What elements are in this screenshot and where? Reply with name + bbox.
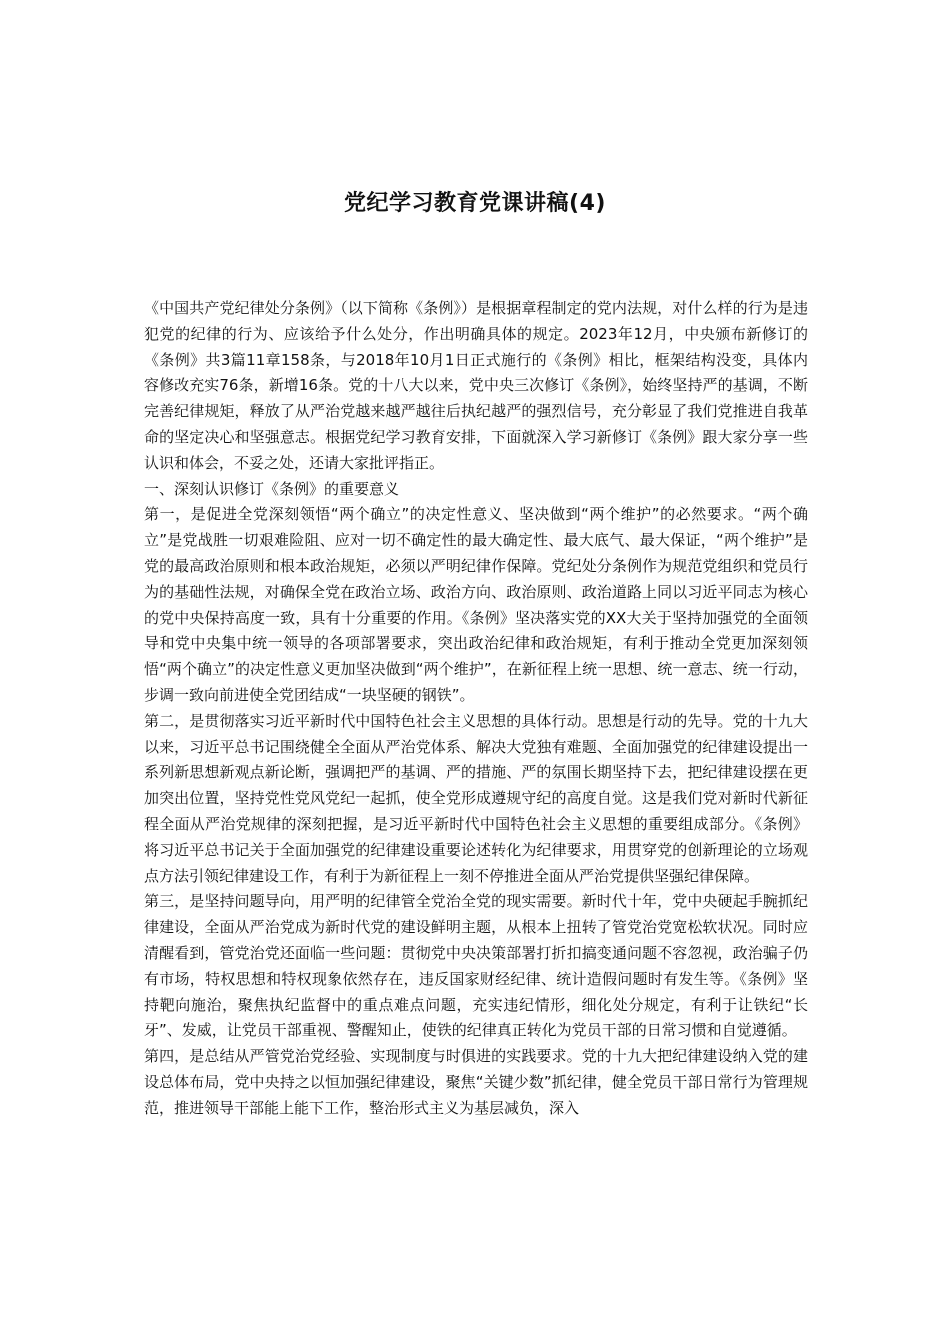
paragraph-first: 第一，是促进全党深刻领悟“两个确立”的决定性意义、坚决做到“两个维护”的必然要求。“两个确立”是党战胜一切艰难险阻、应对一切不确定性的最大确定性、最大底气、最大保证，“两个维护”是党的最高政治原则和根本政治规矩，必须以严明纪律作保障。党纪处分条例作为规范党组织和党员行为的基础性法规，对确保全党在政治立场、政治方向、政治原则、政治道路上同以习近平同志为核心的党中央保持高度一致，具有十分重要的作用。《条例》坚决落实党的XX大关于坚持加强党的全面领导和党中央集中统一领导的各项部署要求，突出政治纪律和政治规矩，有利于推动全党更加深刻领悟“两个确立”的决定性意义更加坚决做到“两个维护”，在新征程上统一思想、统一意志、统一行动，步调一致向前进使全党团结成“一块坚硬的钢铁”。 xyxy=(144,505,808,704)
document-title: 党纪学习教育党课讲稿(4) xyxy=(344,191,606,216)
paragraph-third: 第三，是坚持问题导向，用严明的纪律管全党治全党的现实需要。新时代十年，党中央硬起手腕抓纪律建设，全面从严治党成为新时代党的建设鲜明主题，从根本上扭转了管党治党宽松软状况。同时应清醒看到，管党治党还面临一些问题：贯彻党中央决策部署打折扣搞变通问题不容忽视，政治骗子仍有市场，特权思想和特权现象依然存在，违反国家财经纪律、统计造假问题时有发生等。《条例》坚持靶向施治，聚焦执纪监督中的重点难点问题，充实违纪情形，细化处分规定，有利于让铁纪“长牙”、发威，让党员干部重视、警醒知止，使铁的纪律真正转化为党员干部的日常习惯和自觉遵循。 xyxy=(144,892,808,1040)
paragraph-second: 第二，是贯彻落实习近平新时代中国特色社会主义思想的具体行动。思想是行动的先导。党的十九大以来，习近平总书记围绕健全全面从严治党体系、解决大党独有难题、全面加强党的纪律建设提出一系列新思想新观点新论断，强调把严的基调、严的措施、严的氛围长期坚持下去，把纪律建设摆在更加突出位置，坚持党性党风党纪一起抓，使全党形成遵规守纪的高度自觉。这是我们党对新时代新征程全面从严治党规律的深刻把握，是习近平新时代中国特色社会主义思想的重要组成部分。《条例》将习近平总书记关于全面加强党的纪律建设重要论述转化为纪律要求，用贯穿党的创新理论的立场观点方法引领纪律建设工作，有利于为新征程上一刻不停推进全面从严治党提供坚强纪律保障。 xyxy=(144,711,808,885)
paragraph-intro: 《中国共产党纪律处分条例》（以下简称《条例》）是根据章程制定的党内法规，对什么样的行为是违犯党的纪律的行为、应该给予什么处分，作出明确具体的规定。2023年12月，中央颁布新修订的《条例》共3篇11章158条，与2018年10月1日正式施行的《条例》相比，框架结构没变，具体内容修改充实76条，新增16条。党的十八大以来，党中央三次修订《条例》，始终坚持严的基调，不断完善纪律规矩，释放了从严治党越来越严越往后执纪越严的强烈信号，充分彰显了我们党推进自我革命的坚定决心和坚强意志。根据党纪学习教育安排，下面就深入学习新修订《条例》跟大家分享一些认识和体会，不妥之处，还请大家批评指正。 xyxy=(144,299,808,472)
section-heading: 一、深刻认识修订《条例》的重要意义 xyxy=(144,479,400,498)
paragraph-fourth: 第四，是总结从严管党治党经验、实现制度与时俱进的实践要求。党的十九大把纪律建设纳入党的建设总体布局，党中央持之以恒加强纪律建设，聚焦“关键少数”抓纪律，健全党员干部日常行为管理规范，推进领导干部能上能下工作，整治形式主义为基层减负，深入 xyxy=(144,1047,808,1117)
document-body xyxy=(144,296,808,1122)
